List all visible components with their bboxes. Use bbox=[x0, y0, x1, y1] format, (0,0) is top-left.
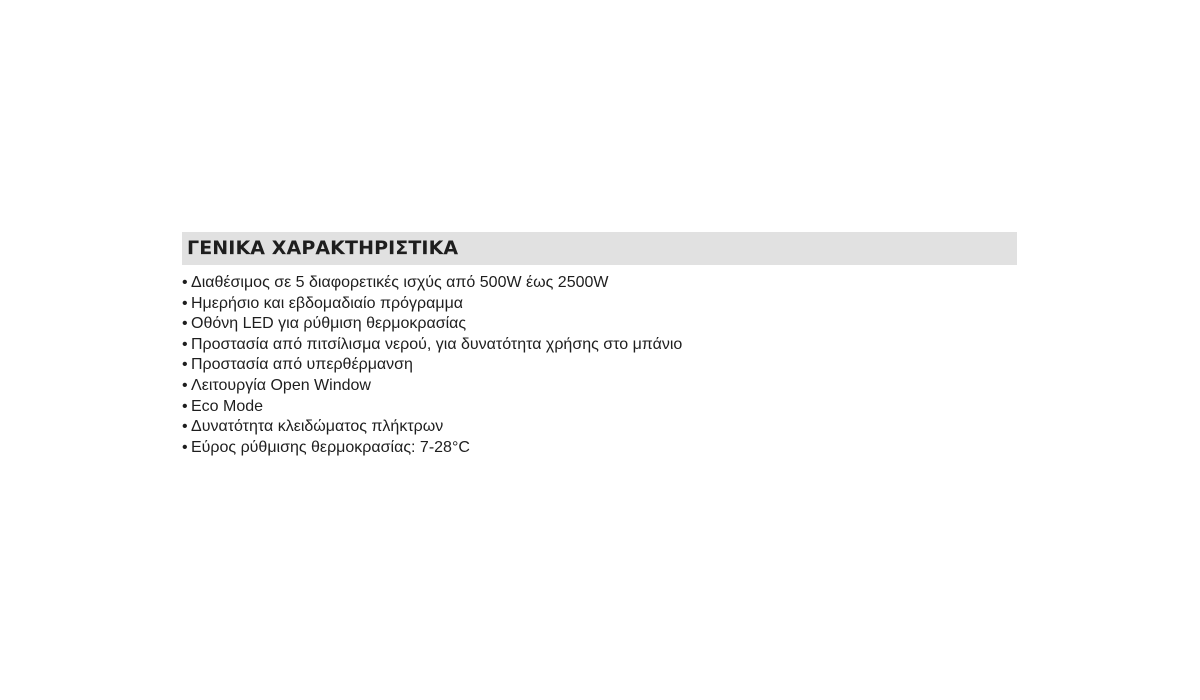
feature-item bbox=[182, 397, 1017, 418]
bullet-icon: • bbox=[182, 356, 188, 374]
feature-text: Eco Mode bbox=[191, 397, 264, 415]
section-header-bar bbox=[182, 232, 1017, 265]
feature-item bbox=[182, 417, 1017, 438]
feature-item bbox=[182, 314, 1017, 335]
feature-text: Διαθέσιμος σε 5 διαφορετικές ισχύς από 500W έως 2500W bbox=[191, 274, 609, 291]
bullet-icon: • bbox=[182, 335, 188, 353]
feature-text: Προστασία από πιτσίλισμα νερού, για δυνατότητα χρήσης στο μπάνιο bbox=[191, 335, 683, 353]
bullet-icon: • bbox=[182, 438, 188, 456]
bullet-icon: • bbox=[182, 397, 188, 415]
feature-item bbox=[182, 273, 1017, 294]
feature-text: Ημερήσιο και εβδομαδιαίο πρόγραμμα bbox=[191, 294, 464, 312]
bullet-icon: • bbox=[182, 315, 188, 333]
feature-item bbox=[182, 376, 1017, 397]
feature-text: Προστασία από υπερθέρμανση bbox=[191, 356, 413, 374]
feature-text: Δυνατότητα κλειδώματος πλήκτρων bbox=[191, 418, 444, 436]
feature-item bbox=[182, 355, 1017, 376]
bullet-icon: • bbox=[182, 418, 188, 436]
feature-text: Λειτουργία Open Window bbox=[191, 376, 371, 394]
feature-item bbox=[182, 294, 1017, 315]
general-features-section bbox=[182, 232, 1017, 458]
bullet-icon: • bbox=[182, 274, 188, 291]
feature-list bbox=[182, 273, 1017, 458]
feature-text: Οθόνη LED για ρύθμιση θερμοκρασίας bbox=[191, 315, 467, 333]
feature-text: Εύρος ρύθμισης θερμοκρασίας: 7-28°C bbox=[191, 438, 470, 456]
section-title: ΓΕΝΙΚΑ ΧΑΡΑΚΤΗΡΙΣΤΙΚΑ bbox=[187, 237, 459, 259]
bullet-icon: • bbox=[182, 294, 188, 312]
feature-item bbox=[182, 335, 1017, 356]
feature-item bbox=[182, 438, 1017, 459]
bullet-icon: • bbox=[182, 376, 188, 394]
